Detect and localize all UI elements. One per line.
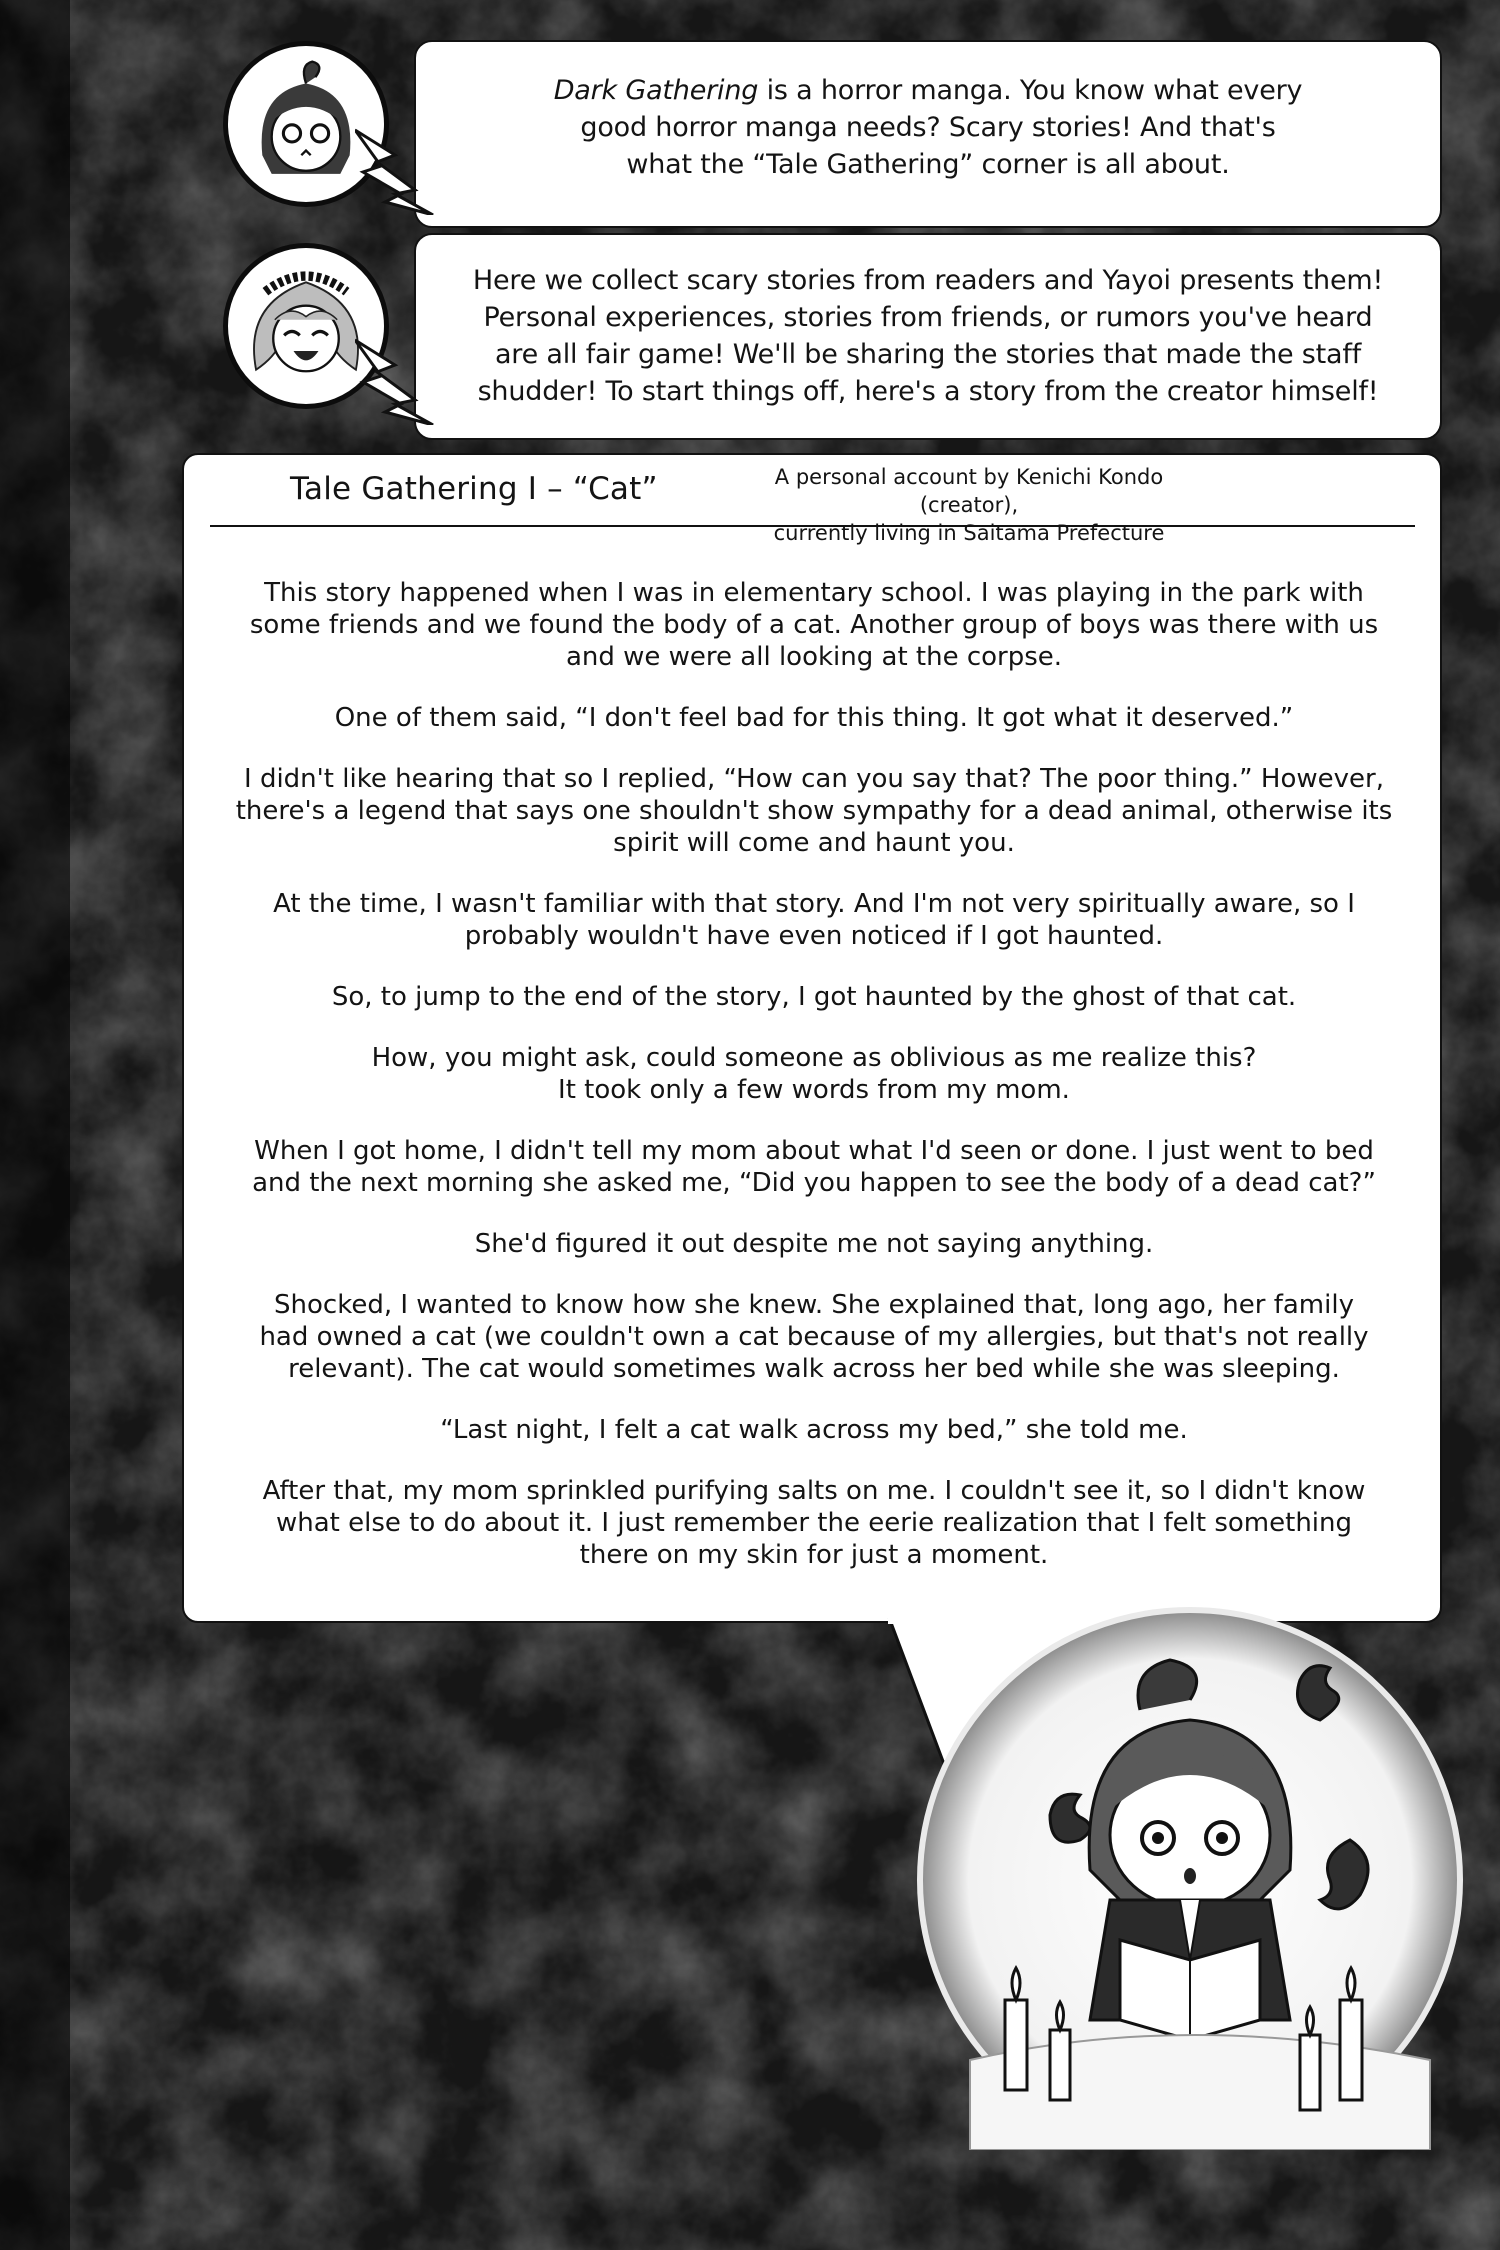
- credit-line-1: A personal account by Kenichi Kondo (creator),: [774, 465, 1164, 517]
- story-paragraph: [224, 1289, 1404, 1385]
- story-line: had owned a cat (we couldn't own a cat because of my allergies, but that's not really: [259, 1322, 1369, 1352]
- story-paragraph: [224, 577, 1404, 673]
- story-line: spirit will come and haunt you.: [613, 828, 1015, 858]
- story-line: I didn't like hearing that so I replied, “How can you say that? The poor thing.” However,: [244, 764, 1384, 794]
- speech-tail-zigzag-icon: [355, 330, 435, 425]
- story-line: How, you might ask, could someone as oblivious as me realize this?: [371, 1043, 1257, 1073]
- story-paragraph: [224, 1414, 1404, 1446]
- intro-2-line-4: shudder! To start things off, here's a story from the creator himself!: [477, 376, 1379, 407]
- title-divider: [210, 525, 1415, 527]
- story-line: This story happened when I was in elementary school. I was playing in the park with: [264, 578, 1364, 608]
- speech-tail-zigzag-icon: [355, 120, 435, 215]
- story-paragraph: [224, 1042, 1404, 1106]
- story-line: and we were all looking at the corpse.: [565, 642, 1063, 672]
- story-line: It took only a few words from my mom.: [558, 1075, 1070, 1105]
- intro-speech-bubble-1: [414, 40, 1442, 228]
- story-line: relevant). The cat would sometimes walk across her bed while she was sleeping.: [288, 1354, 1340, 1384]
- story-paragraph: [224, 763, 1404, 859]
- intro-1-line-2: good horror manga needs? Scary stories! And that's: [580, 112, 1276, 143]
- credit-line-2: currently living in Saitama Prefecture: [773, 521, 1165, 545]
- story-line: and the next morning she asked me, “Did you happen to see the body of a dead cat?”: [252, 1168, 1376, 1198]
- story-paragraph: [224, 1135, 1404, 1199]
- story-line: there on my skin for just a moment.: [579, 1540, 1049, 1570]
- story-paragraph: [224, 702, 1404, 734]
- story-paragraph: [224, 981, 1404, 1013]
- story-panel: [182, 453, 1442, 1623]
- story-line: So, to jump to the end of the story, I got haunted by the ghost of that cat.: [331, 982, 1297, 1012]
- intro-2-line-2: Personal experiences, stories from friends, or rumors you've heard: [483, 302, 1373, 333]
- story-line: When I got home, I didn't tell my mom about what I'd seen or done. I just went to bed: [254, 1136, 1374, 1166]
- intro-1-line-1-rest: is a horror manga. You know what every: [758, 75, 1303, 106]
- story-line: probably wouldn't have even noticed if I got haunted.: [464, 921, 1164, 951]
- story-credit: [744, 463, 1194, 547]
- story-title: Tale Gathering I – “Cat”: [290, 471, 658, 507]
- intro-1-line-3: what the “Tale Gathering” corner is all about.: [626, 149, 1230, 180]
- story-line: Shocked, I wanted to know how she knew. She explained that, long ago, her family: [274, 1290, 1354, 1320]
- intro-speech-bubble-2: [414, 233, 1442, 440]
- intro-text-1: [456, 72, 1400, 183]
- story-body: [224, 577, 1404, 1600]
- story-paragraph: [224, 1475, 1404, 1571]
- story-line: what else to do about it. I just remember the eerie realization that I felt something: [275, 1508, 1353, 1538]
- story-line: some friends and we found the body of a cat. Another group of boys was there with us: [249, 610, 1379, 640]
- story-line: At the time, I wasn't familiar with that story. And I'm not very spiritually aware, so I: [273, 889, 1355, 919]
- manga-title-italic: Dark Gathering: [553, 75, 759, 106]
- intro-2-line-3: are all fair game! We'll be sharing the stories that made the staff: [494, 339, 1362, 370]
- story-line: After that, my mom sprinkled purifying salts on me. I couldn't see it, so I didn't know: [262, 1476, 1366, 1506]
- mascot-girl-reading-icon: [890, 1580, 1470, 2150]
- story-line: “Last night, I felt a cat walk across my bed,” she told me.: [440, 1415, 1188, 1445]
- intro-text-2: [456, 262, 1400, 410]
- intro-2-line-1: Here we collect scary stories from readers and Yayoi presents them!: [472, 265, 1384, 296]
- story-paragraph: [224, 888, 1404, 952]
- story-paragraph: [224, 1228, 1404, 1260]
- story-line: One of them said, “I don't feel bad for this thing. It got what it deserved.”: [334, 703, 1294, 733]
- story-line: there's a legend that says one shouldn't show sympathy for a dead animal, otherwise its: [235, 796, 1393, 826]
- story-line: She'd figured it out despite me not saying anything.: [474, 1229, 1154, 1259]
